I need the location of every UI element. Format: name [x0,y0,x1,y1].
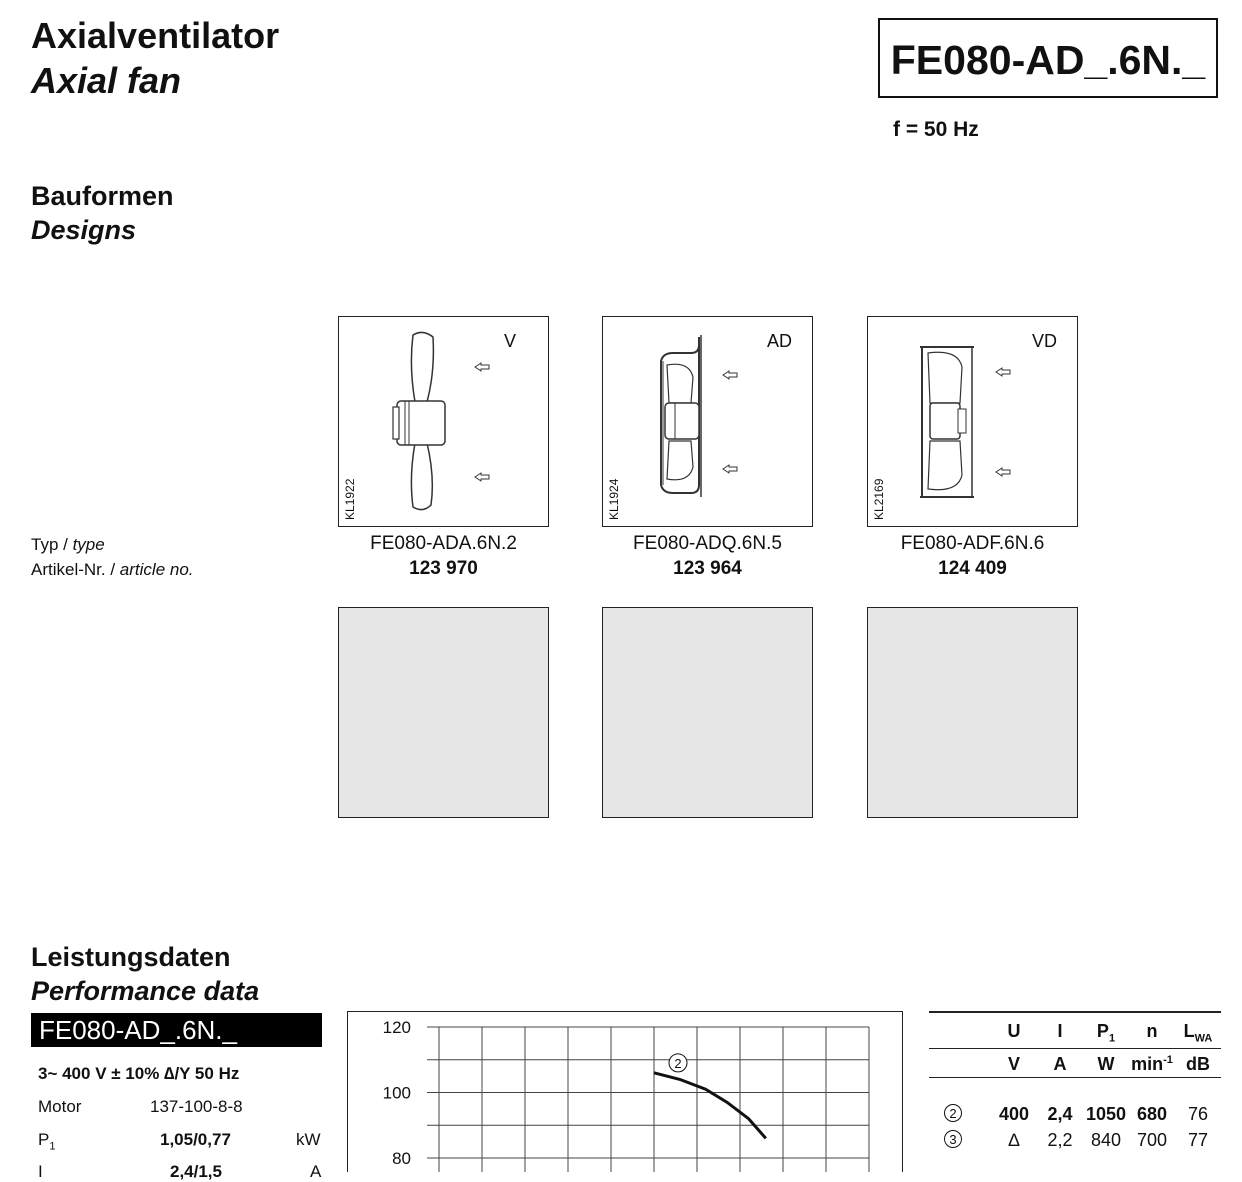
table-cell: 840 [1090,1130,1122,1150]
spec-unit-i: A [310,1162,322,1181]
table-header-u: U [1007,1021,1021,1041]
design-drawing-ad [602,316,813,527]
frequency-label: f = 50 Hz [893,118,979,141]
separator: / [58,535,73,554]
spec-value-motor: 137-100-8-8 [150,1097,243,1116]
model-title: FE080-AD_.6N._ [878,18,1218,98]
article-row-label [31,560,194,580]
article-number: 123 964 [673,558,742,579]
product-photo-placeholder [338,607,549,818]
table-header-i: I [1057,1021,1063,1041]
design-drawing-vd [867,316,1078,527]
design-tag: AD [766,331,792,351]
table-cell: 76 [1187,1104,1209,1124]
table-cell: 77 [1187,1130,1209,1150]
table-cell: 680 [1136,1104,1168,1124]
type-name: FE080-ADQ.6N.5 [633,533,782,554]
table-row-marker [944,1104,962,1123]
performance-title-english: Performance data [31,976,260,1006]
curve-marker-3: 3 [944,1130,962,1148]
title-german: Axialventilator [31,15,280,56]
drawing-code: KL1924 [607,478,621,520]
type-name: FE080-ADF.6N.6 [900,533,1045,554]
table-cell: 700 [1136,1130,1168,1150]
table-cell: 1050 [1085,1104,1127,1124]
table-cell: 2,2 [1047,1130,1073,1150]
type-name: FE080-ADA.6N.2 [370,533,517,554]
table-header-p1-sub: 1 [1108,1032,1116,1045]
performance-chart-frame [347,1011,903,1172]
separator: / [105,560,120,579]
table-row-marker [944,1130,962,1149]
spec-label-p1-main: P [38,1130,50,1149]
spec-label-i: I [38,1162,43,1181]
performance-title-german: Leistungsdaten [31,942,231,972]
article-label-german: Artikel-Nr. [31,560,106,579]
table-header-lwa-main: L [1183,1021,1195,1041]
table-top-rule [929,1011,1221,1013]
table-unit-a: A [1053,1054,1067,1074]
type-label-english: type [72,535,105,554]
table-unit-rpm [1124,1054,1180,1075]
product-photo-placeholder [867,607,1078,818]
table-unit-rpm-sup: -1 [1163,1054,1173,1066]
y-tick-label: 100 [382,1083,411,1103]
spec-label-p1-sub: 1 [49,1140,56,1153]
drawing-code: KL1922 [343,478,357,520]
design-drawing-v [338,316,549,527]
table-cell: 400 [998,1104,1030,1124]
drawing-code: KL2169 [872,478,886,520]
performance-chart [347,1011,903,1172]
designs-title-german: Bauformen [31,181,174,211]
table-header-p1-main: P [1096,1021,1109,1041]
design-tag: V [503,331,516,351]
table-unit-rule [929,1077,1221,1078]
table-cell: ∆ [1008,1130,1020,1150]
type-label-german: Typ [31,535,59,554]
spec-unit-p1: kW [296,1130,321,1149]
curve-marker-label: 2 [674,1055,682,1071]
table-unit-w: W [1097,1054,1115,1074]
spec-value-i: 2,4/1,5 [170,1162,222,1181]
table-cell: 2,4 [1047,1104,1073,1124]
spec-label-p1 [38,1130,55,1152]
article-number: 124 409 [938,558,1007,579]
article-label-english: article no. [119,560,194,579]
y-tick-label: 120 [382,1018,411,1037]
curve-marker-2: 2 [944,1104,962,1122]
table-header-p1 [1084,1021,1128,1045]
table-unit-rpm-main: min [1131,1054,1164,1074]
performance-model-bar: FE080-AD_.6N._ [31,1013,322,1047]
product-photo-placeholder [602,607,813,818]
table-unit-db: dB [1186,1054,1210,1074]
table-header-lwa [1176,1021,1220,1045]
table-header-lwa-sub: WA [1194,1032,1213,1045]
spec-value-p1: 1,05/0,77 [160,1130,231,1149]
title-english: Axial fan [31,60,182,101]
designs-title-english: Designs [31,215,137,245]
supply-spec: 3~ 400 V ± 10% ∆/Y 50 Hz [38,1064,240,1083]
type-row-label [31,535,105,555]
table-header-rule [929,1048,1221,1049]
y-tick-label: 80 [392,1149,411,1168]
article-number: 123 970 [409,558,478,579]
curve-line [654,1073,766,1139]
table-header-n: n [1146,1021,1158,1041]
spec-label-motor: Motor [38,1097,82,1116]
design-tag: VD [1031,331,1057,351]
table-unit-v: V [1007,1054,1020,1074]
